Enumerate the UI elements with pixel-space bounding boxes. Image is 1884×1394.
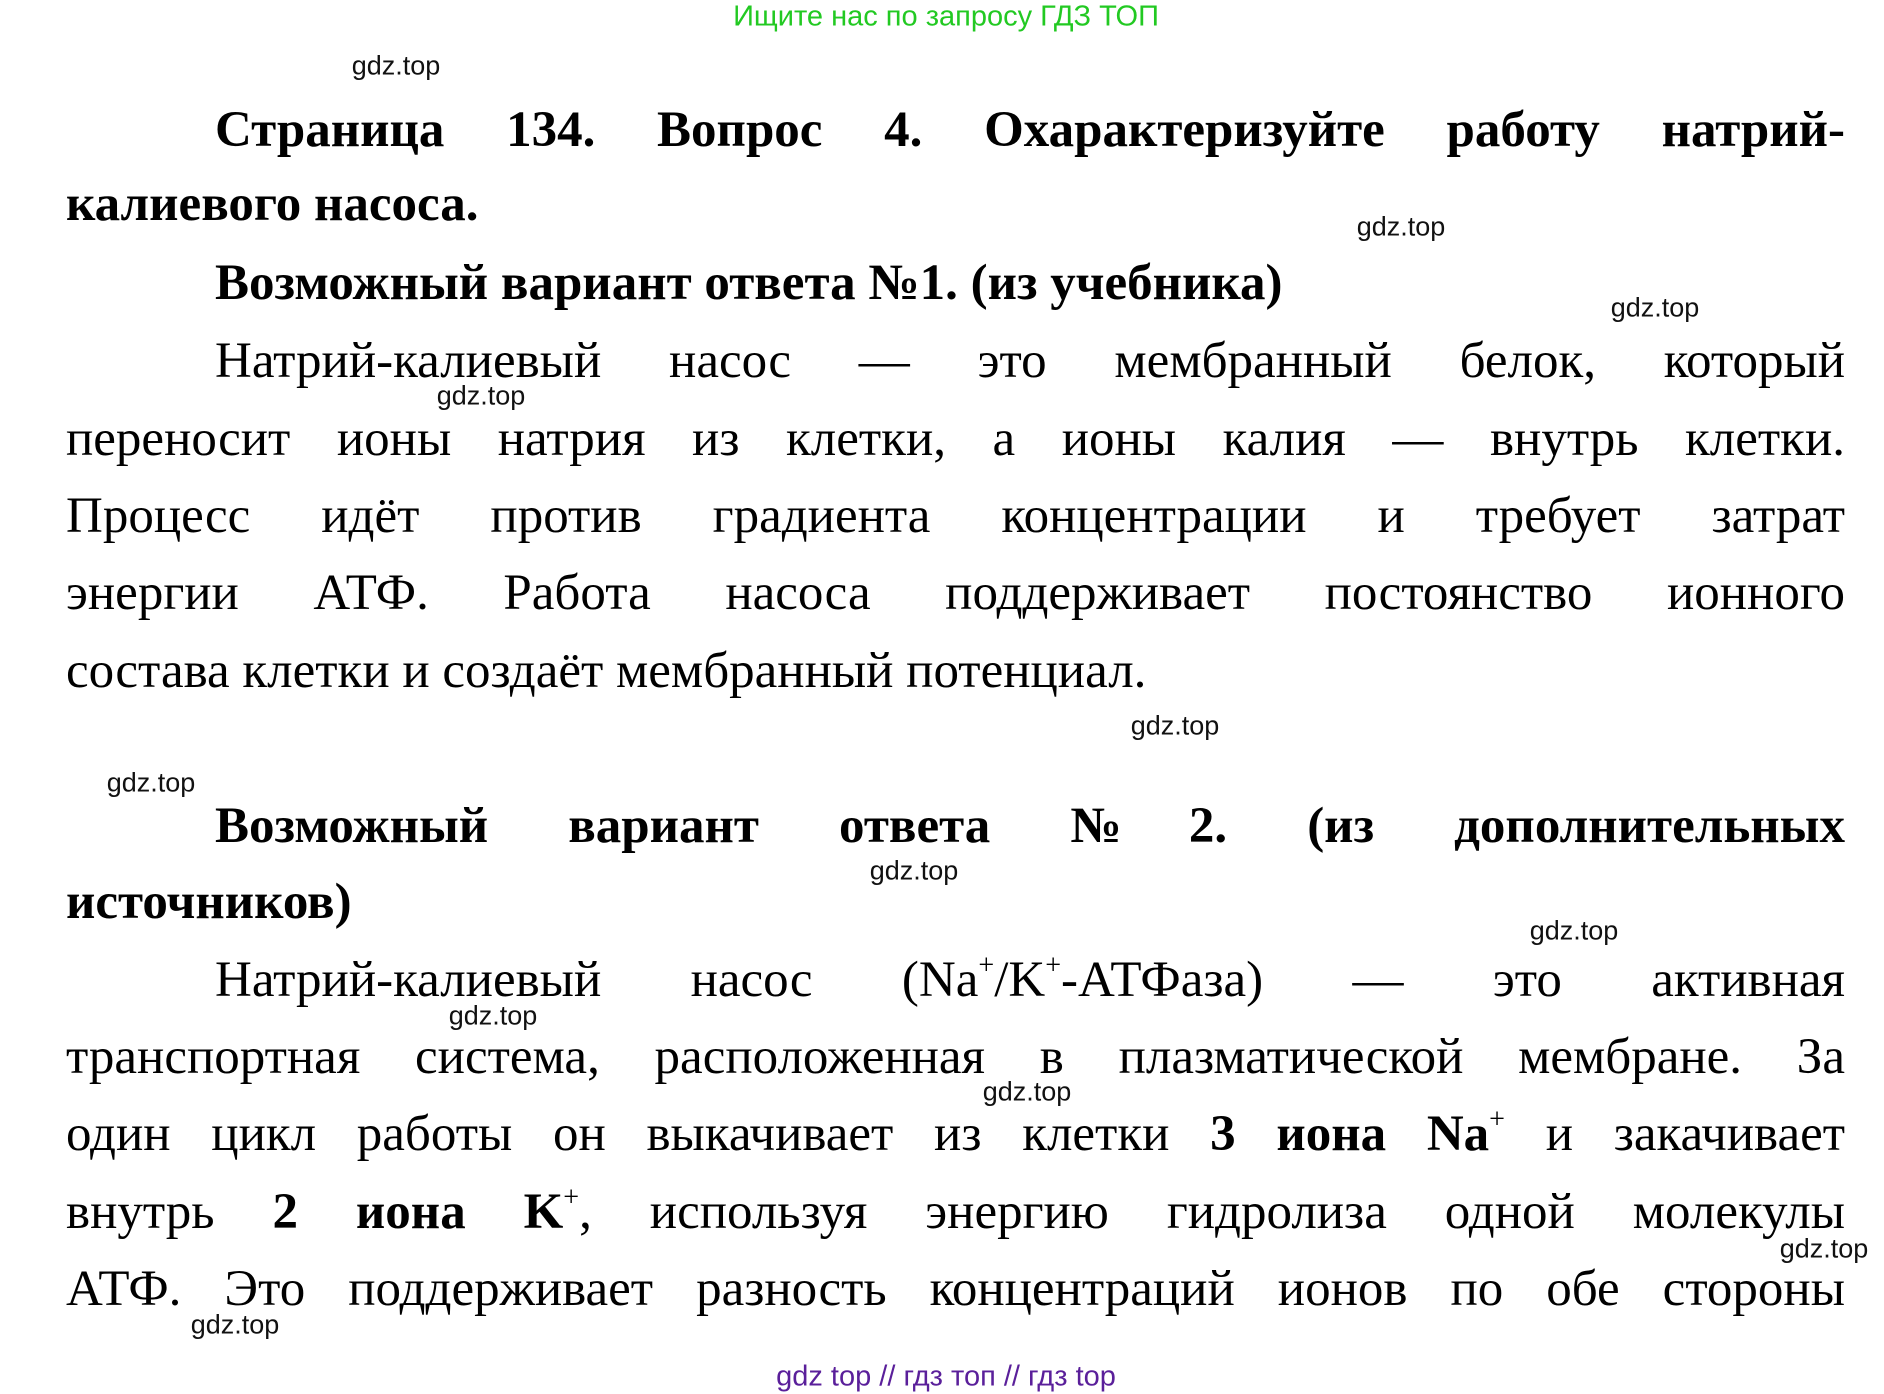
answer1-line: состава клетки и создаёт мембранный потенциал. [66, 643, 1147, 699]
question-heading-line1: Страница 134. Вопрос 4. Охарактеризуйте работу натрий- [215, 102, 1845, 158]
answer1-heading: Возможный вариант ответа №1. (из учебника) [215, 255, 1283, 311]
watermark: gdz.top [190, 1309, 280, 1340]
answer2-heading-line1: Возможный вариант ответа №2. (из дополнительных [215, 798, 1845, 854]
answer1-line: Натрий-калиевый насос — это мембранный белок, который [215, 333, 1845, 389]
watermark: gdz.top [869, 855, 959, 886]
watermark: gdz.top [1610, 292, 1700, 323]
answer2-line: АТФ. Это поддерживает разность концентраций ионов по обе стороны [66, 1261, 1845, 1317]
watermark: gdz.top [1529, 915, 1619, 946]
text: -АТФаза) — это активная [1061, 952, 1845, 1008]
superscript: + [1489, 1103, 1505, 1135]
text: внутрь [66, 1184, 273, 1240]
answer2-line [66, 1182, 1845, 1242]
footer-banner: gdz top // гдз топ // гдз top [776, 1360, 1116, 1393]
watermark: gdz.top [351, 50, 441, 81]
answer1-line: Процесс идёт против градиента концентрации и требует затрат [66, 488, 1845, 544]
bold-text: 3 иона Na [1210, 1106, 1490, 1162]
question-heading-line2: калиевого насоса. [66, 176, 479, 232]
superscript: + [563, 1181, 580, 1213]
answer2-line: транспортная система, расположенная в плазматической мембране. За [66, 1029, 1845, 1085]
text: , используя энергию гидролиза одной молекулы [579, 1184, 1845, 1240]
answer2-heading-line2: источников) [66, 874, 352, 930]
watermark: gdz.top [982, 1076, 1072, 1107]
watermark: gdz.top [1779, 1233, 1869, 1264]
text: и закачивает [1505, 1106, 1846, 1162]
answer2-line [66, 1104, 1845, 1164]
superscript: + [1045, 949, 1062, 981]
text: Натрий-калиевый насос (Na [215, 952, 979, 1008]
answer1-line: переносит ионы натрия из клетки, а ионы калия — внутрь клетки. [66, 411, 1845, 467]
watermark: gdz.top [106, 767, 196, 798]
watermark: gdz.top [448, 1000, 538, 1031]
answer1-line: энергии АТФ. Работа насоса поддерживает постоянство ионного [66, 565, 1845, 621]
search-banner: Ищите нас по запросу ГДЗ ТОП [733, 0, 1159, 33]
text: /K [994, 952, 1046, 1008]
watermark: gdz.top [1130, 710, 1220, 741]
watermark: gdz.top [1356, 211, 1446, 242]
superscript: + [978, 949, 995, 981]
watermark: gdz.top [436, 380, 526, 411]
text: один цикл работы он выкачивает из клетки [66, 1106, 1211, 1162]
bold-text: 2 иона K [272, 1184, 564, 1240]
